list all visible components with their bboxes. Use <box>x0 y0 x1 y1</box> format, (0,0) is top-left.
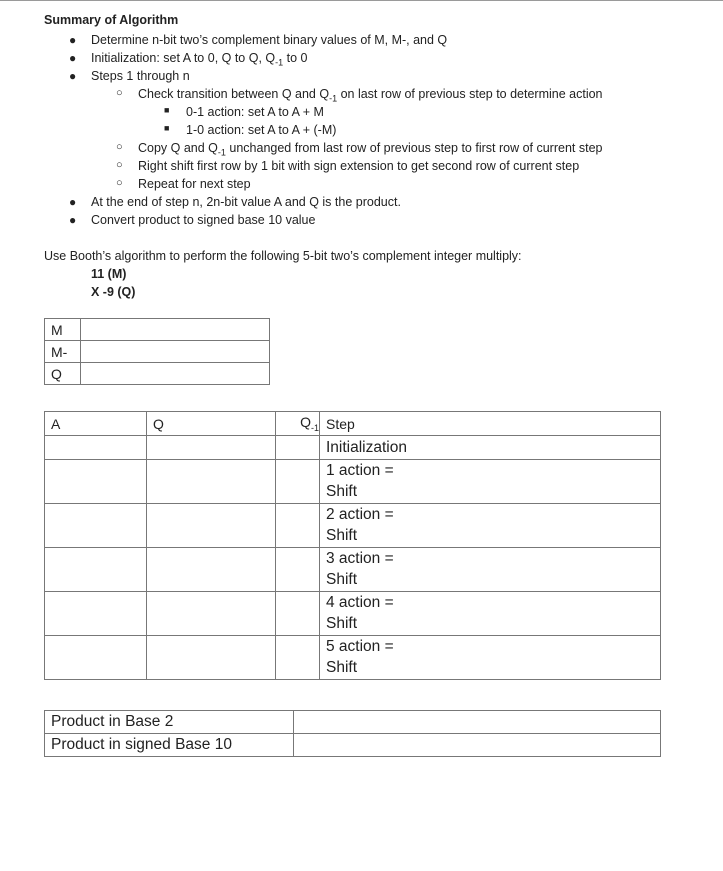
booth-table <box>44 411 661 680</box>
bullet-icon: ● <box>69 195 77 209</box>
step-action-row <box>45 460 661 482</box>
q-cell[interactable] <box>147 548 276 592</box>
summary-bullet-4: At the end of step n, 2n-bit value A and Q is the product. <box>91 195 401 209</box>
operand-value-cell[interactable] <box>81 363 270 385</box>
operand-row <box>45 319 270 341</box>
a-cell[interactable] <box>45 436 147 460</box>
init-row <box>45 436 661 460</box>
step-shift-label: Shift <box>320 614 661 636</box>
step-shift-label: Shift <box>320 526 661 548</box>
step-action-row <box>45 548 661 570</box>
operand-row <box>45 341 270 363</box>
product-table <box>44 710 661 757</box>
bullet-icon: ● <box>69 51 77 65</box>
step-action-label: 2 action = <box>320 504 661 526</box>
step-action-label: 3 action = <box>320 548 661 570</box>
operand-table <box>44 318 270 385</box>
square-bullet-icon: ■ <box>164 123 170 133</box>
header-step: Step <box>320 412 661 436</box>
summary-action-2: 1-0 action: set A to A + (-M) <box>186 123 337 137</box>
summary-sub-4: Repeat for next step <box>138 177 251 191</box>
bullet-icon: ● <box>69 33 77 47</box>
summary-sub-1: Check transition between Q and $Q_{-1}$ on last row of previous step to determine action <box>138 87 603 104</box>
bullet-icon: ● <box>69 213 77 227</box>
a-cell[interactable] <box>45 548 147 592</box>
header-a: A <box>45 412 147 436</box>
circle-bullet-icon: ○ <box>116 141 123 153</box>
step-action-label: 4 action = <box>320 592 661 614</box>
step-shift-label: Shift <box>320 482 661 504</box>
summary-bullet-5: Convert product to signed base 10 value <box>91 213 316 227</box>
a-cell[interactable] <box>45 636 147 680</box>
bullet-icon: ● <box>69 69 77 83</box>
step-action-row <box>45 592 661 614</box>
a-cell[interactable] <box>45 460 147 504</box>
step-action-label: 1 action = <box>320 460 661 482</box>
operand-value-cell[interactable] <box>81 319 270 341</box>
booth-header-row <box>45 412 661 436</box>
circle-bullet-icon: ○ <box>116 159 123 171</box>
product-base10-label: Product in signed Base 10 <box>45 734 294 757</box>
a-cell[interactable] <box>45 592 147 636</box>
operand-row <box>45 363 270 385</box>
summary-action-1: 0-1 action: set A to A + M <box>186 105 324 119</box>
summary-sub-2: Copy Q and $Q_{-1}$ unchanged from last row of previous step to first row of current step <box>138 141 603 158</box>
q-1-cell[interactable] <box>276 548 320 592</box>
summary-sub-3: Right shift first row by 1 bit with sign extension to get second row of current step <box>138 159 580 173</box>
product-base2-label: Product in Base 2 <box>45 711 294 734</box>
operand-label: M- <box>45 341 81 363</box>
summary-title: Summary of Algorithm <box>44 13 179 27</box>
problem-prompt: Use Booth’s algorithm to perform the following 5-bit two’s complement integer multiply: <box>44 249 522 263</box>
q-cell[interactable] <box>147 436 276 460</box>
page-top-border <box>0 0 723 1</box>
header-q: Q <box>147 412 276 436</box>
q-cell[interactable] <box>147 460 276 504</box>
init-label: Initialization <box>320 436 661 460</box>
q-1-cell[interactable] <box>276 504 320 548</box>
summary-bullet-3: Steps 1 through n <box>91 69 190 83</box>
product-base2-cell[interactable] <box>294 711 661 734</box>
summary-bullet-2: Initialization: set A to 0, Q to Q, $Q_{-1}$ to 0 <box>91 51 308 68</box>
a-cell[interactable] <box>45 504 147 548</box>
operand-label: M <box>45 319 81 341</box>
circle-bullet-icon: ○ <box>116 177 123 189</box>
square-bullet-icon: ■ <box>164 105 170 115</box>
step-action-label: 5 action = <box>320 636 661 658</box>
circle-bullet-icon: ○ <box>116 87 123 99</box>
q-cell[interactable] <box>147 592 276 636</box>
q-cell[interactable] <box>147 636 276 680</box>
q-1-cell[interactable] <box>276 460 320 504</box>
problem-multiplier: X -9 (Q) <box>91 285 136 299</box>
operand-value-cell[interactable] <box>81 341 270 363</box>
product-row <box>45 711 661 734</box>
q-1-cell[interactable] <box>276 436 320 460</box>
operand-label: Q <box>45 363 81 385</box>
summary-bullet-1: Determine n-bit two’s complement binary values of M, M-, and Q <box>91 33 448 47</box>
q-1-cell[interactable] <box>276 636 320 680</box>
header-q-1: $Q_{-1}$ <box>276 412 320 436</box>
q-cell[interactable] <box>147 504 276 548</box>
product-row <box>45 734 661 757</box>
step-action-row <box>45 504 661 526</box>
step-shift-label: Shift <box>320 570 661 592</box>
product-base10-cell[interactable] <box>294 734 661 757</box>
problem-multiplicand: 11 (M) <box>91 267 127 281</box>
step-shift-label: Shift <box>320 658 661 680</box>
step-action-row <box>45 636 661 658</box>
q-1-cell[interactable] <box>276 592 320 636</box>
